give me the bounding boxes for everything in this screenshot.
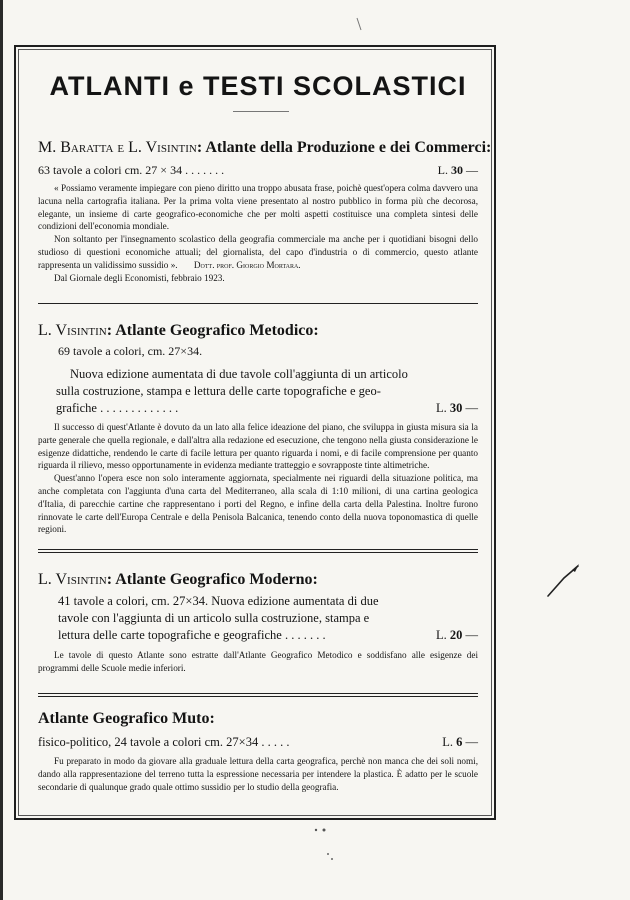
page-title: ATLANTI e TESTI SCOLASTICI	[49, 71, 467, 101]
author-name: M. Baratta e L. Visintin	[38, 139, 197, 156]
price	[442, 734, 478, 751]
detail-text-1: 41 tavole a colori, cm. 27×34. Nuova edizione aumentata di due	[58, 594, 379, 608]
edition-text-3: grafiche . . . . . . . . . . . . .	[56, 401, 179, 415]
description-paragraph: Fu preparato in modo da giovare alla graduale lettura della carta geografica, perchè non manca che dei soli nomi, dando alla rappresentazione del terreno tutta la espressione necessaria per intendere la plastica. È adatto per le scuole secondarie di qualunque grado quale ottimo sussidio per lo studio della geografia.	[38, 756, 478, 792]
detail-line	[38, 163, 478, 178]
section-divider	[38, 303, 478, 304]
review-signature: Dott. prof. Giorgio Mortara.	[193, 259, 301, 270]
price-value: 20	[449, 628, 463, 642]
separator: :	[106, 571, 113, 588]
detail-block	[38, 593, 478, 644]
description-paragraph-1: Il successo di quest'Atlante è dovuto da un lato alla felice ideazione del piano, che sviluppa in giusta misura sia la parte generale che quella regionale, e dall'altra alla redazione ed esecuzione, che tengono nella giusta considerazione le esigenze didattiche, rendendo le carte di facile lettura per quanto riguarda i nomi, e di facile comprensione per quanto riguarda il rilievo, messo opportunamente in evidenza mediante tratteggio e sovrapposte tinte altimetriche.	[38, 422, 478, 471]
edition-text-2: sulla costruzione, stampa e lettura delle carte topografiche e geo-	[56, 384, 381, 398]
edition-line-1	[56, 366, 478, 383]
description-paragraph: Le tavole di questo Atlante sono estratte dall'Atlante Geografico Metodico e soddisfano alle esigenze dei programmi delle Scuole medie inferiori.	[38, 650, 478, 673]
detail-line-2	[58, 610, 478, 627]
detail-line	[38, 344, 478, 359]
price-suffix: —	[465, 735, 478, 749]
author-name: L. Visintin	[38, 571, 107, 588]
section-divider	[38, 549, 478, 553]
separator: :	[196, 139, 203, 156]
author-name: L. Visintin	[38, 322, 107, 339]
detail-text-2: tavole con l'aggiunta di un articolo sulla costruzione, stampa e	[58, 611, 370, 625]
section-heading	[38, 710, 478, 728]
section-heading	[38, 571, 478, 589]
work-title: Atlante della Produzione e dei Commerci:	[205, 139, 492, 156]
price	[436, 627, 478, 644]
price-prefix: L.	[442, 735, 453, 749]
separator: :	[106, 322, 113, 339]
edition-line-2	[56, 383, 478, 400]
section-atlante-metodico	[38, 322, 478, 536]
advertisement-frame	[14, 45, 496, 820]
section-heading	[38, 139, 492, 157]
stray-mark	[355, 16, 365, 34]
detail-text: fisico-politico, 24 tavole a colori cm. 27×34 . . . . .	[38, 735, 290, 749]
section-atlante-muto	[38, 710, 478, 793]
quote-text: Non soltanto per l'insegnamento scolastico della geografia commerciale ma anche per i quotidiani bisogni dello studioso di questioni economiche attuali; del giornalista, del capo d'industria o di commercio, questo atlante rappresenta un validissimo sussidio ».	[38, 234, 478, 270]
review-quote-paragraph-1: « Possiamo veramente impiegare con pieno diritto una troppo abusata frase, poichè quest'opera colma davvero una lacuna nella cartografia italiana. Per la prima volta viene presentato al nostro pubblico in forma più che decorosa, elegante, un insieme di carte geografico-economiche che per molti aspetti costituisce una completa sintesi delle condizioni dell'economia mondiale.	[38, 183, 478, 232]
price-prefix: L.	[435, 628, 447, 642]
section-baratta-visintin	[38, 139, 492, 284]
description-paragraph-2: Quest'anno l'opera esce non solo interamente aggiornata, specialmente nei riguardi della situazione politica, ma anche completata con l'aggiunta d'una carta del Mediterraneo, alla scala di 1:10 milioni, di una cartina geologica d'Italia, di parecchie cartine che rappresentano i porti del Regno, e infine della carta della Palestina. Inoltre furono rinnovate le carte dell'Europa Centrale e della Penisola Balcanica, tenendo conto della nuova toponomastica di quelle regioni.	[38, 473, 478, 535]
ink-stroke-mark	[544, 560, 584, 600]
detail-line	[38, 734, 478, 751]
review-quote-paragraph-2	[38, 233, 478, 271]
detail-line-3	[58, 627, 478, 644]
edition-line-3	[56, 400, 478, 417]
price-suffix: —	[465, 628, 478, 642]
review-quote-paragraph-2-row	[38, 233, 478, 271]
work-title: Atlante Geografico Metodico:	[115, 322, 319, 339]
price-value: 6	[456, 735, 463, 749]
work-title: Atlante Geografico Muto:	[38, 710, 215, 727]
section-heading	[38, 322, 478, 340]
price	[436, 400, 478, 417]
detail-text: 69 tavole a colori, cm. 27×34.	[58, 344, 203, 358]
price-suffix: —	[465, 401, 478, 415]
price-suffix: —	[466, 163, 478, 177]
edition-text-1: Nuova edizione aumentata di due tavole coll'aggiunta di un articolo	[70, 367, 408, 381]
detail-line-1	[58, 593, 478, 610]
section-divider	[38, 693, 478, 697]
stray-dots	[312, 826, 336, 866]
page-binding-edge	[0, 0, 3, 900]
review-source: Dal Giornale degli Economisti, febbraio 1923.	[54, 272, 225, 283]
section-atlante-moderno	[38, 571, 478, 675]
price-value: 30	[451, 163, 463, 177]
price-prefix: L.	[435, 401, 447, 415]
price	[438, 163, 478, 178]
title-underline	[233, 111, 289, 112]
price-value: 30	[449, 401, 463, 415]
price-prefix: L.	[437, 163, 448, 177]
edition-note	[38, 366, 478, 417]
work-title: Atlante Geografico Moderno:	[115, 571, 318, 588]
detail-text: 63 tavole a colori cm. 27 × 34 . . . . . . .	[38, 163, 225, 177]
detail-text-3: lettura delle carte topografiche e geografiche . . . . . . .	[58, 628, 326, 642]
